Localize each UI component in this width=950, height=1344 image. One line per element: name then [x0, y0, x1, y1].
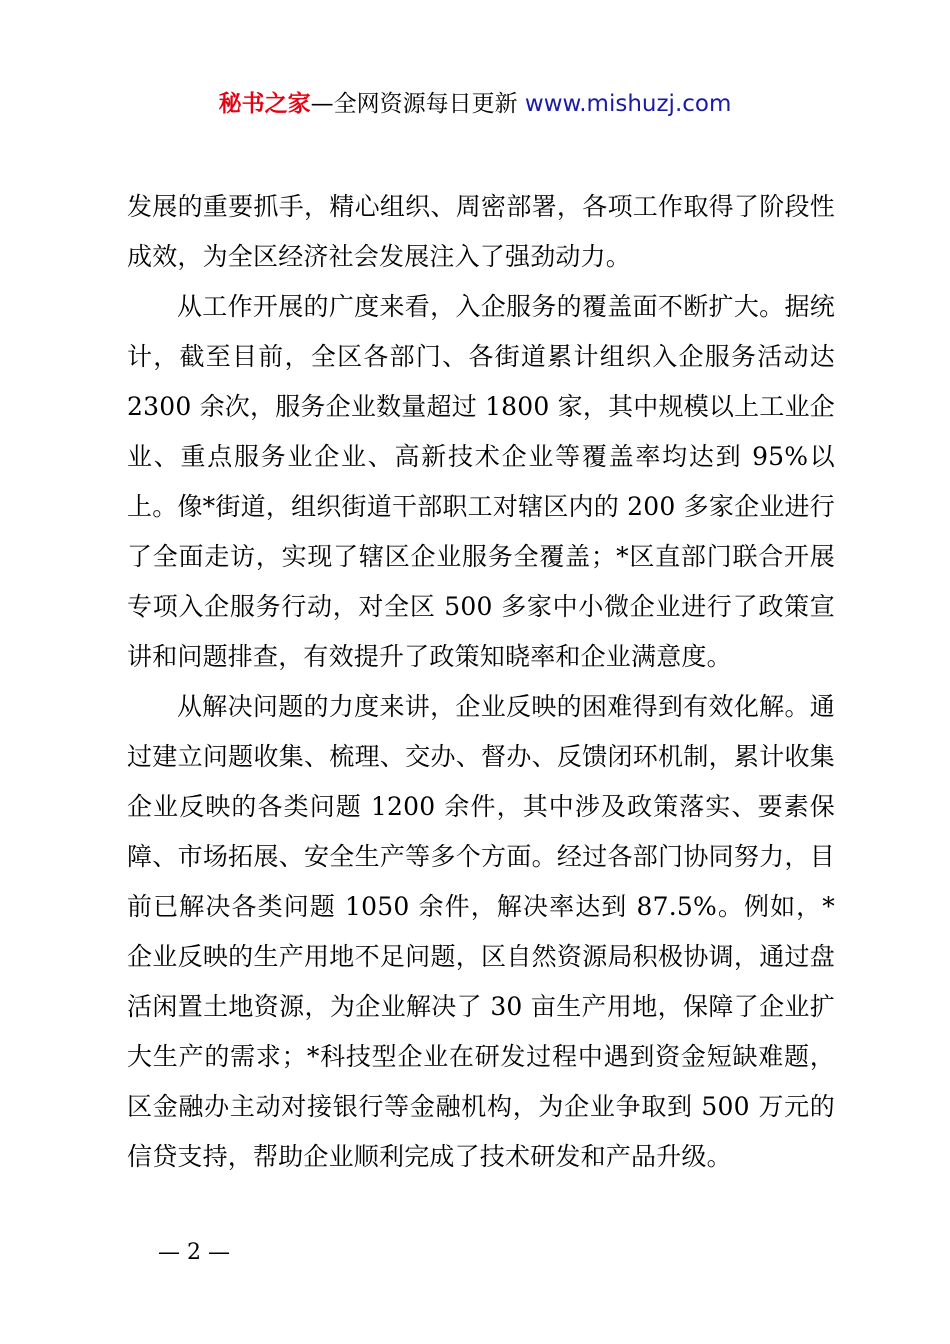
page-number: — 2 —	[158, 1240, 230, 1265]
paragraph-continued: 发展的重要抓手，精心组织、周密部署，各项工作取得了阶段性成效，为全区经济社会发展注入了强劲动力。	[127, 192, 835, 271]
header-tagline: —全网资源每日更新	[310, 91, 518, 117]
document-body	[127, 182, 835, 1182]
site-url-link[interactable]: www.mishuzj.com	[524, 91, 732, 117]
page-header	[0, 86, 950, 122]
site-name: 秘书之家	[218, 91, 311, 117]
paragraph-problem-solving: 从解决问题的力度来讲，企业反映的困难得到有效化解。通过建立问题收集、梳理、交办、督办、反馈闭环机制，累计收集企业反映的各类问题 1200 余件，其中涉及政策落实、要素保障、市场拓展、安全生产等多个方面。经过各部门协同努力，目前已解决各类问题 1050 余件，解决率达到 87.5%。例如，*企业反映的生产用地不足问题，区自然资源局积极协调，通过盘活闲置土地资源，为企业解决了 30 亩生产用地，保障了企业扩大生产的需求；*科技型企业在研发过程中遇到资金短缺难题，区金融办主动对接银行等金融机构，为企业争取到 500 万元的信贷支持，帮助企业顺利完成了技术研发和产品升级。	[127, 692, 835, 1171]
paragraph-coverage: 从工作开展的广度来看，入企服务的覆盖面不断扩大。据统计，截至目前，全区各部门、各街道累计组织入企服务活动达 2300 余次，服务企业数量超过 1800 家，其中规模以上工业企业、重点服务业企业、高新技术企业等覆盖率均达到 95%以上。像*街道，组织街道干部职工对辖区内的 200 多家企业进行了全面走访，实现了辖区企业服务全覆盖；*区直部门联合开展专项入企服务行动，对全区 500 多家中小微企业进行了政策宣讲和问题排查，有效提升了政策知晓率和企业满意度。	[127, 292, 835, 671]
